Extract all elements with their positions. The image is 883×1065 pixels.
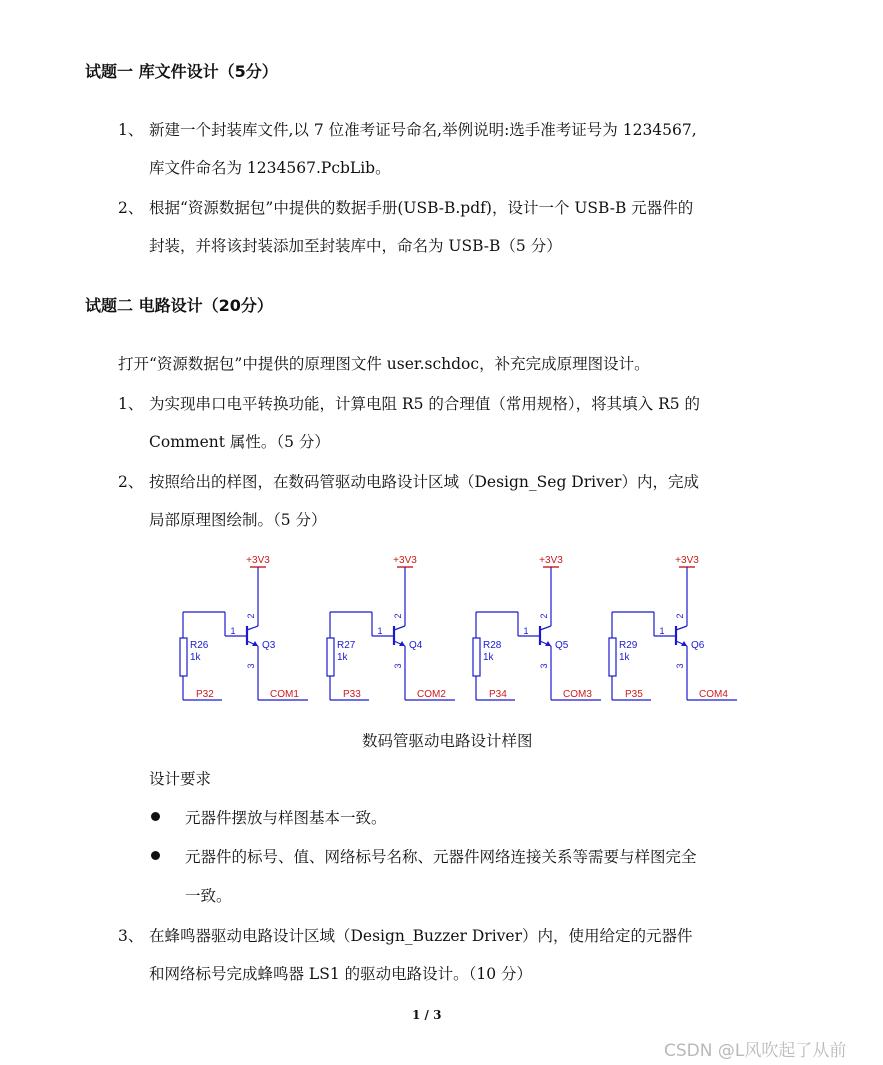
transistor-label: Q5 xyxy=(555,640,569,651)
watermark: CSDN @L风吹起了从前 xyxy=(664,1041,847,1061)
figure-caption: 数码管驱动电路设计样图 xyxy=(362,732,533,750)
pin-number-base: 1 xyxy=(230,626,236,636)
s1-item1-text: 新建一个封装库文件,以 7 位准考证号命名,举例说明:选手准考证号为 1234567, xyxy=(149,121,697,139)
pin-number-emitter: 3 xyxy=(246,663,256,669)
pin-number-emitter: 3 xyxy=(539,663,549,669)
pin-number-base: 1 xyxy=(377,626,383,636)
input-net-label: P34 xyxy=(489,689,507,700)
section1-title: 试题一 库文件设计（5分） xyxy=(85,62,278,81)
output-net-label: COM3 xyxy=(563,689,592,700)
s2-item1-line2: Comment 属性。（5 分） xyxy=(149,433,330,451)
resistor-label: R28 xyxy=(483,640,502,651)
output-net-label: COM1 xyxy=(270,689,299,700)
bullet2-line2: 一致。 xyxy=(185,887,232,905)
output-net-label: COM2 xyxy=(417,689,446,700)
s2-item3-line1 xyxy=(118,924,693,946)
bullet-dot-icon xyxy=(151,851,160,860)
output-net-label: COM4 xyxy=(699,689,728,700)
transistor-collector-leg xyxy=(394,626,405,630)
pin-number-base: 1 xyxy=(659,626,665,636)
pin-number-collector: 2 xyxy=(675,613,685,619)
resistor-value: 1k xyxy=(190,652,201,663)
resistor-label: R26 xyxy=(190,640,209,651)
s2-item2-line2: 局部原理图绘制。（5 分） xyxy=(149,511,327,529)
resistor-value: 1k xyxy=(619,652,630,663)
resistor-body xyxy=(180,638,187,676)
transistor-collector-leg xyxy=(676,626,687,630)
s1-item2-line2: 封装，并将该封装添加至封装库中，命名为 USB-B（5 分） xyxy=(149,237,562,255)
input-net-label: P35 xyxy=(625,689,643,700)
resistor-value: 1k xyxy=(337,652,348,663)
resistor-value: 1k xyxy=(483,652,494,663)
transistor-label: Q4 xyxy=(409,640,423,651)
resistor-body xyxy=(327,638,334,676)
requirements-title: 设计要求 xyxy=(149,770,212,788)
s2-item3-number: 3、 xyxy=(118,927,144,945)
input-net-label: P33 xyxy=(343,689,361,700)
vcc-label: +3V3 xyxy=(539,555,563,566)
bullet1-text: 元器件摆放与样图基本一致。 xyxy=(185,809,387,827)
s2-item3-text: 在蜂鸣器驱动电路设计区域（Design_Buzzer Driver）内，使用给定的元器件 xyxy=(149,927,693,945)
s2-item1-number: 1、 xyxy=(118,395,144,413)
resistor-body xyxy=(473,638,480,676)
pin-number-collector: 2 xyxy=(246,613,256,619)
input-net-label: P32 xyxy=(196,689,214,700)
s2-item2-text: 按照给出的样图，在数码管驱动电路设计区域（Design_Seg Driver）内，完成 xyxy=(149,473,699,491)
s1-item2-number: 2、 xyxy=(118,199,144,217)
resistor-body xyxy=(609,638,616,676)
s1-item1-number: 1、 xyxy=(118,121,144,139)
s2-item3-line2: 和网络标号完成蜂鸣器 LS1 的驱动电路设计。（10 分） xyxy=(149,965,533,983)
vcc-label: +3V3 xyxy=(675,555,699,566)
section2-title: 试题二 电路设计（20分） xyxy=(85,296,273,315)
s2-item2-number: 2、 xyxy=(118,473,144,491)
s2-intro: 打开“资源数据包”中提供的原理图文件 user.schdoc，补充完成原理图设计。 xyxy=(118,355,650,373)
vcc-label: +3V3 xyxy=(393,555,417,566)
s2-item1-text: 为实现串口电平转换功能，计算电阻 R5 的合理值（常用规格），将其填入 R5 的 xyxy=(149,395,701,413)
page-number: 1 / 3 xyxy=(412,1008,442,1022)
transistor-label: Q6 xyxy=(691,640,705,651)
resistor-label: R27 xyxy=(337,640,356,651)
s1-item2-text: 根据“资源数据包”中提供的数据手册(USB-B.pdf)，设计一个 USB-B 元器件的 xyxy=(149,199,694,217)
bullet2-line1: 元器件的标号、值、网络标号名称、元器件网络连接关系等需要与样图完全 xyxy=(185,848,697,866)
vcc-label: +3V3 xyxy=(246,555,270,566)
pin-number-collector: 2 xyxy=(539,613,549,619)
pin-number-base: 1 xyxy=(523,626,529,636)
transistor-collector-leg xyxy=(540,626,551,630)
pin-number-emitter: 3 xyxy=(675,663,685,669)
bullet-dot-icon xyxy=(151,812,160,821)
transistor-collector-leg xyxy=(247,626,258,630)
pin-number-emitter: 3 xyxy=(393,663,403,669)
pin-number-collector: 2 xyxy=(393,613,403,619)
transistor-label: Q3 xyxy=(262,640,276,651)
resistor-label: R29 xyxy=(619,640,638,651)
s1-item1-line2: 库文件命名为 1234567.PcbLib。 xyxy=(149,159,391,177)
